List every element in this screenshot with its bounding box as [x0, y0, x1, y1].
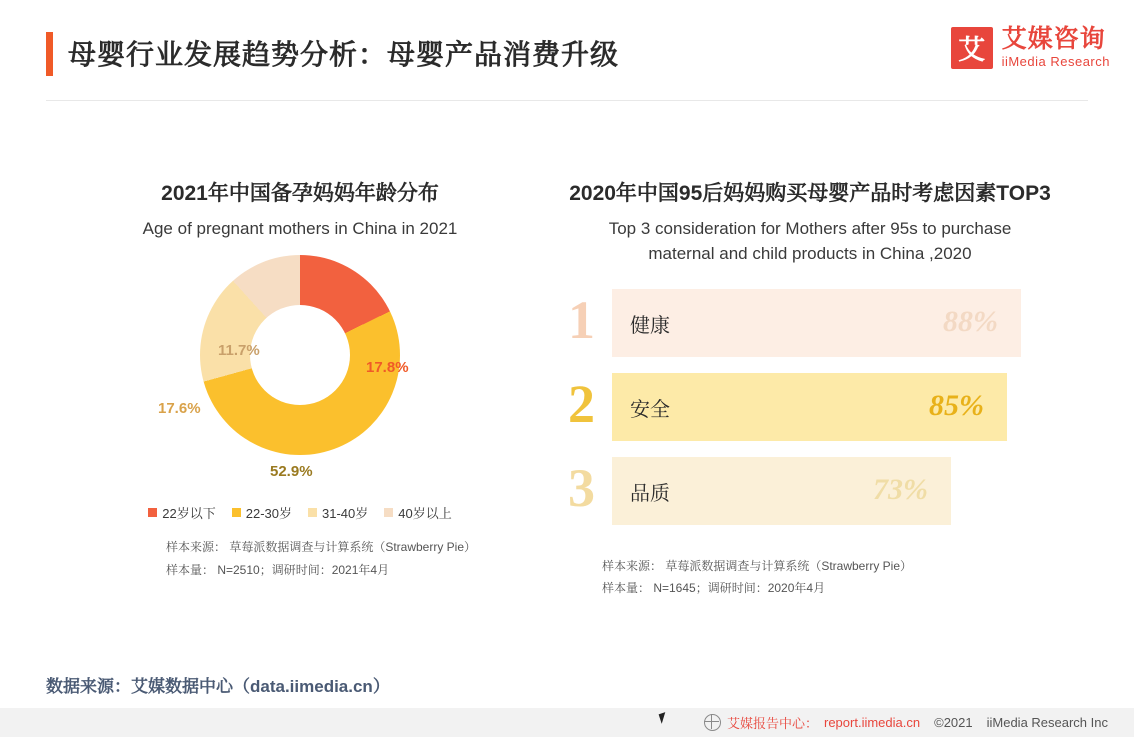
- bar-row-1: [568, 373, 1080, 443]
- bar-label-1: 安全: [630, 398, 670, 421]
- globe-icon: [704, 714, 721, 731]
- footer-report-group: [704, 713, 920, 732]
- donut-title-en: Age of pregnant mothers in China in 2021: [142, 218, 458, 238]
- legend-swatch-icon-0: [148, 508, 157, 517]
- bar-label-0: 健康: [630, 314, 670, 337]
- bar-value-0: 88%: [943, 304, 998, 338]
- bar-value-1: 85%: [929, 388, 984, 422]
- bar-title-en-line1: Top 3 consideration for Mothers after 95s to purchase: [608, 218, 1012, 238]
- brand-logo: [951, 26, 1110, 69]
- legend-item-3: [384, 503, 451, 522]
- donut-source-line1: 样本来源： 草莓派数据调查与计算系统（Strawberry Pie）: [166, 540, 477, 554]
- footer-data-source: 数据来源：艾媒数据中心（data.iimedia.cn）: [46, 677, 390, 696]
- bar-chart: [540, 289, 1080, 527]
- bar-source-line2: 样本量： N=1645；调研时间：2020年4月: [602, 581, 826, 596]
- donut-chart: [70, 247, 530, 497]
- donut-source-line2: 样本量： N=2510；调研时间：2021年4月: [166, 562, 390, 577]
- legend-swatch-icon-1: [232, 508, 241, 517]
- bar-row-0: [568, 289, 1080, 359]
- bar-chart-panel: [540, 178, 1080, 600]
- header-divider: [46, 100, 1088, 101]
- legend-label-0: 22岁以下: [162, 506, 216, 521]
- bar-label-2: 品质: [630, 482, 670, 505]
- donut-chart-panel: [70, 178, 530, 582]
- donut-label-2: 17.6%: [158, 400, 201, 417]
- donut-source-notes: [70, 536, 530, 582]
- legend-swatch-icon-3: [384, 508, 393, 517]
- page-title: 母婴行业发展趋势分析：母婴产品消费升级: [68, 39, 620, 70]
- donut-label-3: 11.7%: [218, 342, 260, 359]
- legend-label-1: 22-30岁: [245, 506, 292, 521]
- footer-report-url[interactable]: report.iimedia.cn: [824, 715, 921, 730]
- footer-bar: [0, 708, 1134, 737]
- bar-title-en-line2: maternal and child products in China ,2020: [648, 244, 972, 263]
- bar-rank-0: 1: [568, 289, 595, 350]
- bar-value-2: 73%: [873, 472, 928, 506]
- bar-rank-1: 2: [568, 373, 595, 434]
- legend-swatch-icon-2: [308, 508, 317, 517]
- donut-label-1: 52.9%: [270, 463, 313, 480]
- logo-mark-icon: 艾: [951, 27, 993, 69]
- logo-text-en: iiMedia Research: [1001, 54, 1110, 70]
- legend-item-0: [148, 503, 215, 522]
- bar-row-2: [568, 457, 1080, 527]
- logo-text-cn: 艾媒咨询: [1001, 25, 1106, 53]
- footer-copyright: ©2021: [934, 715, 973, 730]
- bar-title-cn: 2020年中国95后妈妈购买母婴产品时考虑因素TOP3: [569, 182, 1051, 205]
- page-header: [0, 0, 1134, 100]
- bar-rank-2: 3: [568, 457, 595, 518]
- legend-item-2: [308, 503, 368, 522]
- legend-label-2: 31-40岁: [322, 506, 369, 521]
- legend-item-1: [232, 503, 292, 522]
- footer-brand: iiMedia Research Inc: [986, 715, 1108, 730]
- title-accent-bar: [46, 32, 53, 76]
- donut-label-0: 17.8%: [366, 359, 409, 376]
- footer-report-label: 艾媒报告中心：: [726, 716, 818, 731]
- donut-title-cn: 2021年中国备孕妈妈年龄分布: [161, 182, 439, 205]
- legend-label-3: 40岁以上: [398, 506, 452, 521]
- bar-source-line1: 样本来源： 草莓派数据调查与计算系统（Strawberry Pie）: [602, 558, 913, 573]
- donut-hole: [250, 305, 350, 405]
- bar-source-notes: [540, 555, 1080, 601]
- donut-legend: [70, 503, 530, 522]
